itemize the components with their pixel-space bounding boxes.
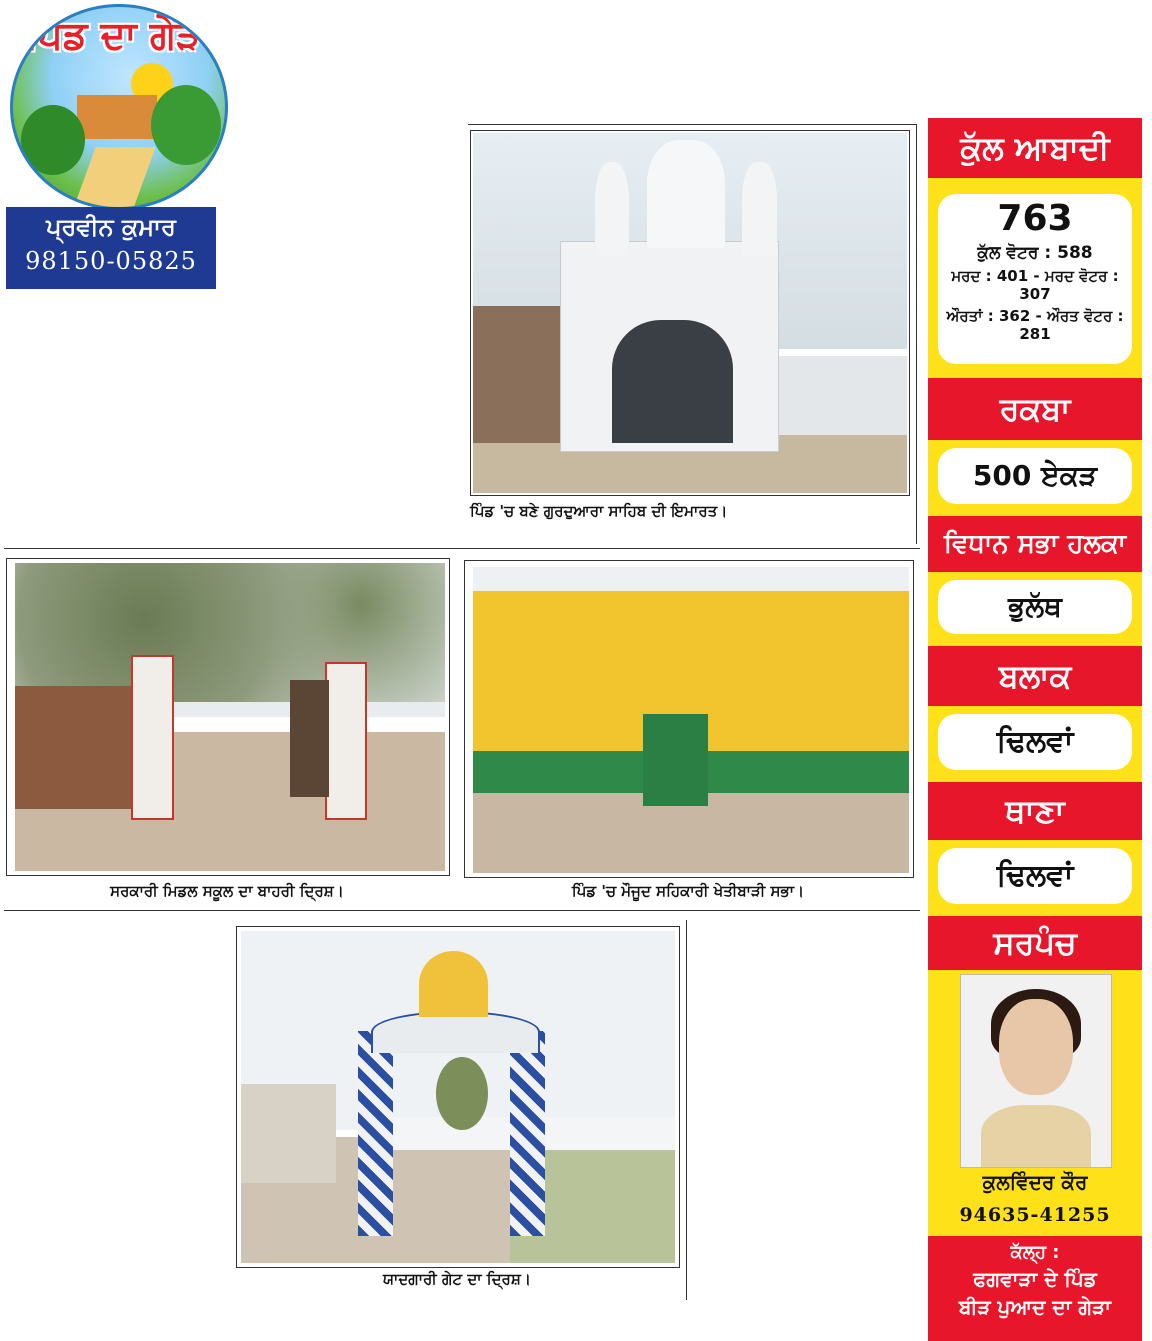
- tree-icon: [151, 85, 221, 165]
- reporter-box: [6, 207, 216, 289]
- next-edition-label: ਕੱਲ੍ਹ :: [1010, 1242, 1060, 1263]
- population-box: [938, 194, 1132, 364]
- gurudwara-photo: [473, 133, 907, 493]
- column-rule: [4, 910, 920, 911]
- column-rule: [4, 548, 920, 549]
- school-caption: ਸਰਕਾਰੀ ਮਿਡਲ ਸਕੂਲ ਦਾ ਬਾਹਰੀ ਦ੍ਰਿਸ਼।: [110, 882, 344, 900]
- tree-icon: [21, 105, 85, 175]
- next-edition-line1: ਫਗਵਾੜਾ ਦੇ ਪਿੰਡ: [973, 1267, 1097, 1291]
- next-edition-box: [928, 1236, 1142, 1341]
- sarpanch-photo: [960, 974, 1112, 1168]
- block-value: ਢਿਲਵਾਂ: [938, 714, 1132, 770]
- reporter-phone: 98150-05825: [25, 247, 197, 275]
- block-heading: ਬਲਾਕ: [928, 646, 1142, 706]
- sarpanch-phone: 94635-41255: [959, 1204, 1111, 1226]
- path-icon: [70, 147, 155, 210]
- masthead-logo: [10, 4, 228, 210]
- gate-caption: ਯਾਦਗਾਰੀ ਗੇਟ ਦਾ ਦ੍ਰਿਸ਼।: [383, 1270, 531, 1288]
- reporter-name: ਪ੍ਰਵੀਨ ਕੁਮਾਰ: [46, 213, 176, 241]
- constituency-heading: ਵਿਧਾਨ ਸਭਾ ਹਲਕਾ: [928, 516, 1142, 572]
- society-photo: [473, 567, 909, 873]
- police-value: ਢਿਲਵਾਂ: [938, 848, 1132, 904]
- gate-photo: [241, 931, 675, 1263]
- column-rule: [686, 920, 687, 1300]
- gurudwara-photo-frame: [470, 130, 910, 496]
- gurudwara-caption: ਪਿੰਡ 'ਚ ਬਣੇ ਗੁਰਦੁਆਰਾ ਸਾਹਿਬ ਦੀ ਇਮਾਰਤ।: [470, 502, 728, 520]
- next-edition-line2: ਬੀੜ ਪੁਆਦ ਦਾ ਗੇੜਾ: [958, 1295, 1111, 1319]
- house-icon: [77, 95, 157, 139]
- area-heading: ਰਕਬਾ: [928, 378, 1142, 440]
- society-caption: ਪਿੰਡ 'ਚ ਮੌਜੂਦ ਸਹਿਕਾਰੀ ਖੇਤੀਬਾੜੀ ਸਭਾ।: [571, 882, 805, 900]
- population-total: 763: [997, 198, 1073, 239]
- column-rule: [468, 124, 916, 125]
- voters-count: ਕੁੱਲ ਵੋਟਰ : 588: [977, 243, 1093, 263]
- masthead-title: ਪਿੰਡ ਦਾ ਗੇੜਾ: [25, 13, 213, 57]
- police-heading: ਥਾਣਾ: [928, 782, 1142, 840]
- female-count: ਔਰਤਾਂ : 362 - ਔਰਤ ਵੋਟਰ : 281: [946, 307, 1124, 343]
- area-value: 500 ਏਕੜ: [938, 448, 1132, 504]
- gate-photo-frame: [236, 926, 680, 1268]
- society-photo-frame: [464, 560, 914, 878]
- school-photo: [15, 563, 445, 871]
- male-count: ਮਰਦ : 401 - ਮਰਦ ਵੋਟਰ : 307: [951, 267, 1119, 303]
- column-rule: [916, 124, 917, 544]
- sarpanch-heading: ਸਰਪੰਚ: [928, 916, 1142, 970]
- sarpanch-name: ਕੁਲਵਿੰਦਰ ਕੌਰ: [982, 1170, 1088, 1194]
- constituency-value: ਭੁਲੱਥ: [938, 580, 1132, 634]
- population-heading: ਕੁੱਲ ਆਬਾਦੀ: [928, 118, 1142, 178]
- school-photo-frame: [6, 558, 450, 876]
- village-fact-sidebar: [928, 118, 1142, 1341]
